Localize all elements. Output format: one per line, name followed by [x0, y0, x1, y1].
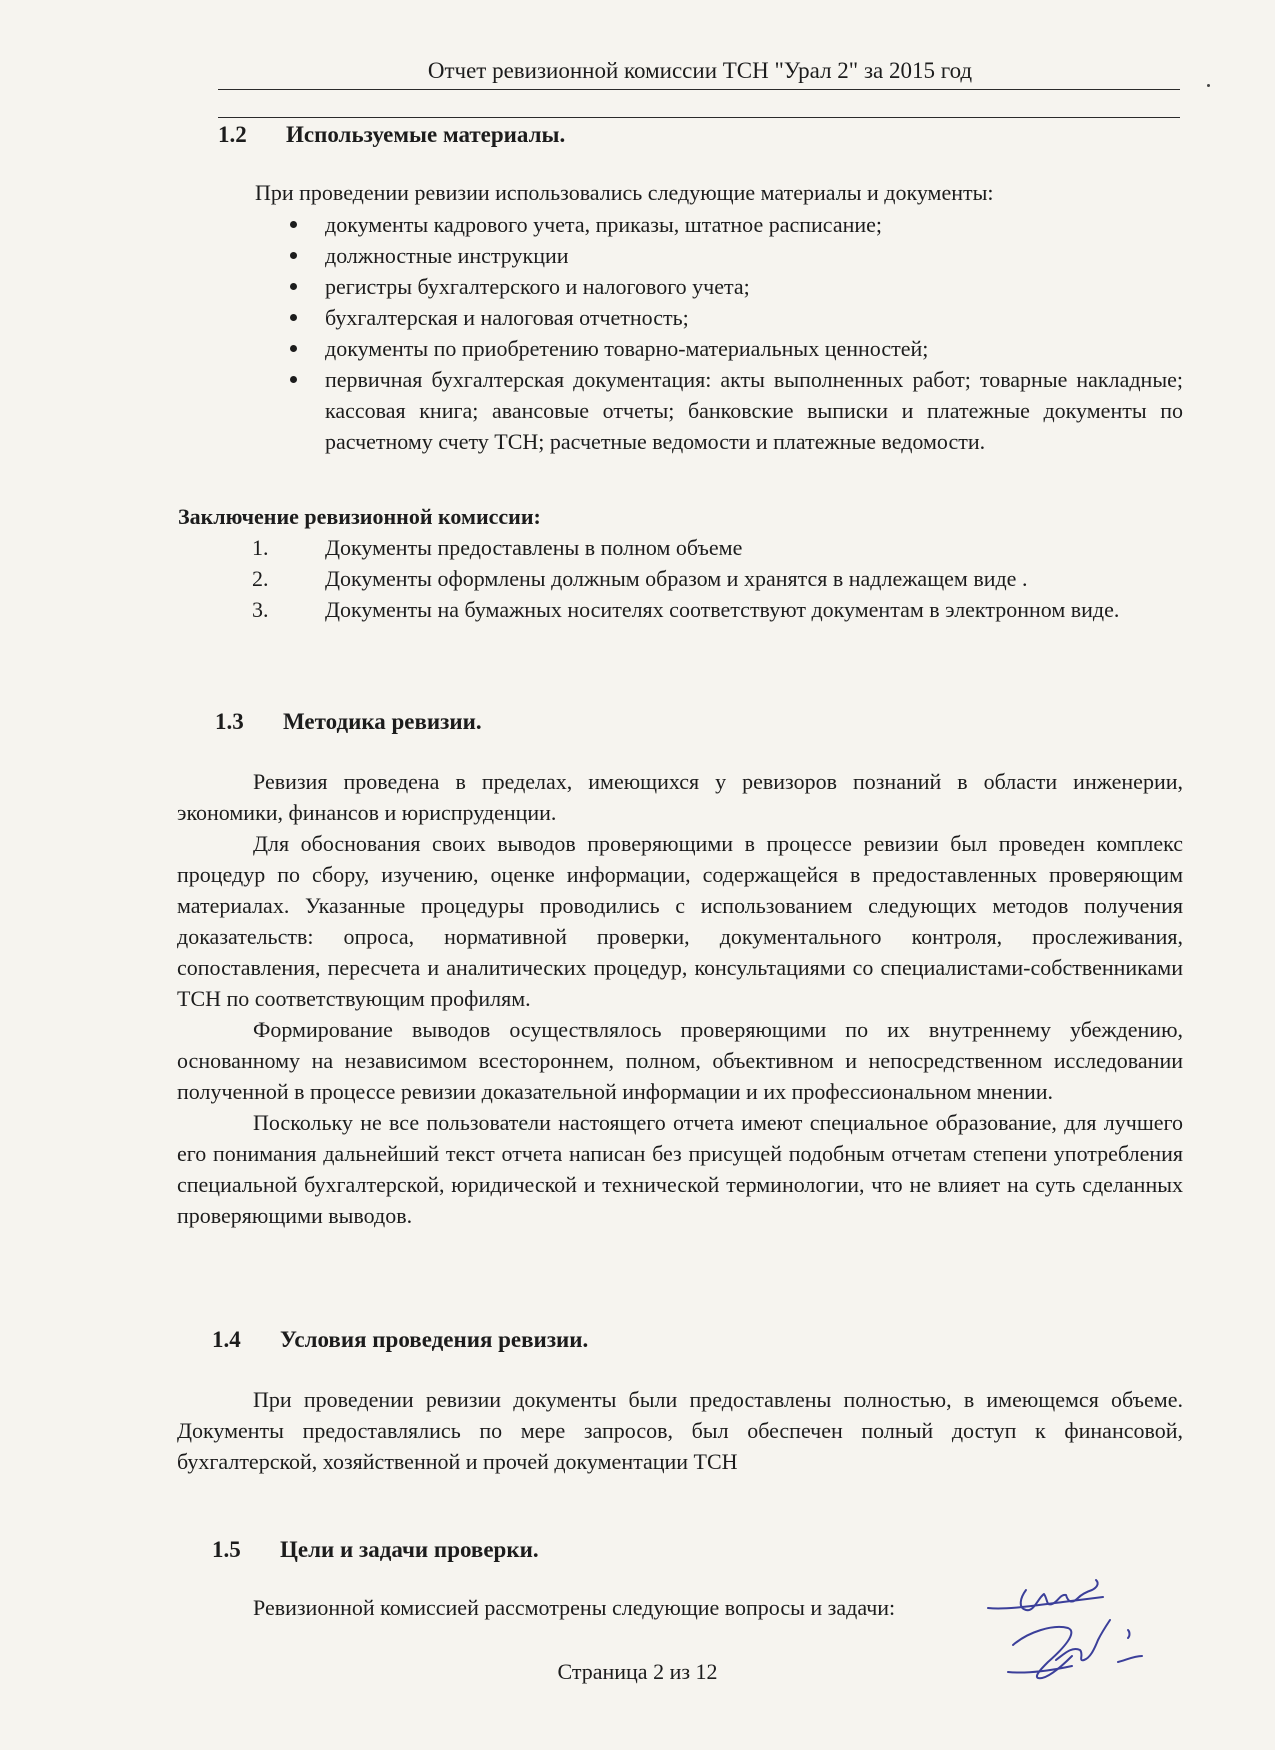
list-item: бухгалтерская и налоговая отчетность; — [290, 302, 1183, 333]
materials-intro: При проведении ревизии использовались следующие материалы и документы: — [255, 180, 994, 205]
section-number: 1.4 — [212, 1327, 241, 1352]
section-number: 1.5 — [212, 1537, 241, 1562]
conclusion-title: Заключение ревизионной комиссии: — [178, 504, 541, 529]
list-item: документы кадрового учета, приказы, штатное расписание; — [290, 209, 1183, 240]
bullet-icon — [290, 376, 297, 383]
list-item: 1. Документы предоставлены в полном объеме — [252, 532, 1183, 563]
section-title: Цели и задачи проверки. — [280, 1537, 539, 1562]
header-rule-bottom — [218, 117, 1180, 118]
paragraph: Для обоснования своих выводов проверяющими в процессе ревизии был проведен комплекс процедур по сбору, изучению, оценке информации, содержащейся в предоставленных проверяющим материалах. Указанные процедуры проводились с использованием следующих методов получения доказательств: опроса, нормативной проверки, документального контроля, прослеживания, сопоставления, пересчета и аналитических процедур, консультациями со специалистами-собственниками ТСН по соответствующим профилям. — [177, 831, 1183, 1011]
materials-list — [290, 209, 1183, 457]
bullet-icon — [290, 283, 297, 290]
section-number: 1.3 — [215, 709, 244, 734]
goals-intro: Ревизионной комиссией рассмотрены следующие вопросы и задачи: — [253, 1595, 896, 1620]
item-number: 2. — [252, 566, 269, 591]
bullet-icon — [290, 221, 297, 228]
methodology-text — [177, 766, 1183, 1231]
paragraph: Формирование выводов осуществлялось проверяющими по их внутреннему убеждению, основанному на независимом всестороннем, полном, объективном и непосредственном исследовании полученной в процессе ревизии доказательной информации и их профессиональном мнении. — [177, 1017, 1183, 1104]
section-title: Используемые материалы. — [286, 122, 566, 147]
report-header-title: Отчет ревизионной комиссии ТСН "Урал 2" за 2015 год — [427, 58, 973, 83]
section-1-2-heading — [218, 122, 565, 148]
bullet-icon — [290, 345, 297, 352]
list-item: 3. Документы на бумажных носителях соответствуют документам в электронном виде. — [252, 594, 1183, 625]
paragraph: Ревизия проведена в пределах, имеющихся у ревизоров познаний в области инженерии, экономики, финансов и юриспруденции. — [177, 769, 1183, 825]
section-title: Условия проведения ревизии. — [280, 1327, 589, 1352]
scan-speck — [1207, 84, 1210, 87]
bullet-icon — [290, 314, 297, 321]
bullet-icon — [290, 252, 297, 259]
page-number: Страница 2 из 12 — [557, 1659, 718, 1684]
list-item: первичная бухгалтерская документация: акты выполненных работ; товарные накладные; кассовая книга; авансовые отчеты; банковские выписки и платежные документы по расчетному счету ТСН; расчетные ведомости и платежные ведомости. — [290, 364, 1183, 457]
item-number: 3. — [252, 597, 269, 622]
section-title: Методика ревизии. — [283, 709, 482, 734]
list-item: регистры бухгалтерского и налогового учета; — [290, 271, 1183, 302]
item-number: 1. — [252, 535, 269, 560]
paragraph: Поскольку не все пользователи настоящего отчета имеют специальное образование, для лучшего его понимания дальнейший текст отчета написан без присущей подобным отчетам степени употребления специальной бухгалтерской, юридической и технической терминологии, что не влияет на суть сделанных проверяющими выводов. — [177, 1110, 1183, 1228]
section-1-4-heading — [212, 1327, 588, 1353]
list-item: 2. Документы оформлены должным образом и хранятся в надлежащем виде . — [252, 563, 1183, 594]
list-item: документы по приобретению товарно-материальных ценностей; — [290, 333, 1183, 364]
conditions-text: При проведении ревизии документы были предоставлены полностью, в имеющемся объеме. Документы предоставлялись по мере запросов, был обеспечен полный доступ к финансовой, бухгалтерской, хозяйственной и прочей документации ТСН — [177, 1387, 1183, 1474]
section-1-5-heading — [212, 1537, 539, 1563]
header-rule-top — [218, 89, 1180, 90]
section-1-3-heading — [215, 709, 482, 735]
section-number: 1.2 — [218, 122, 247, 147]
conclusion-list — [252, 532, 1183, 625]
list-item: должностные инструкции — [290, 240, 1183, 271]
